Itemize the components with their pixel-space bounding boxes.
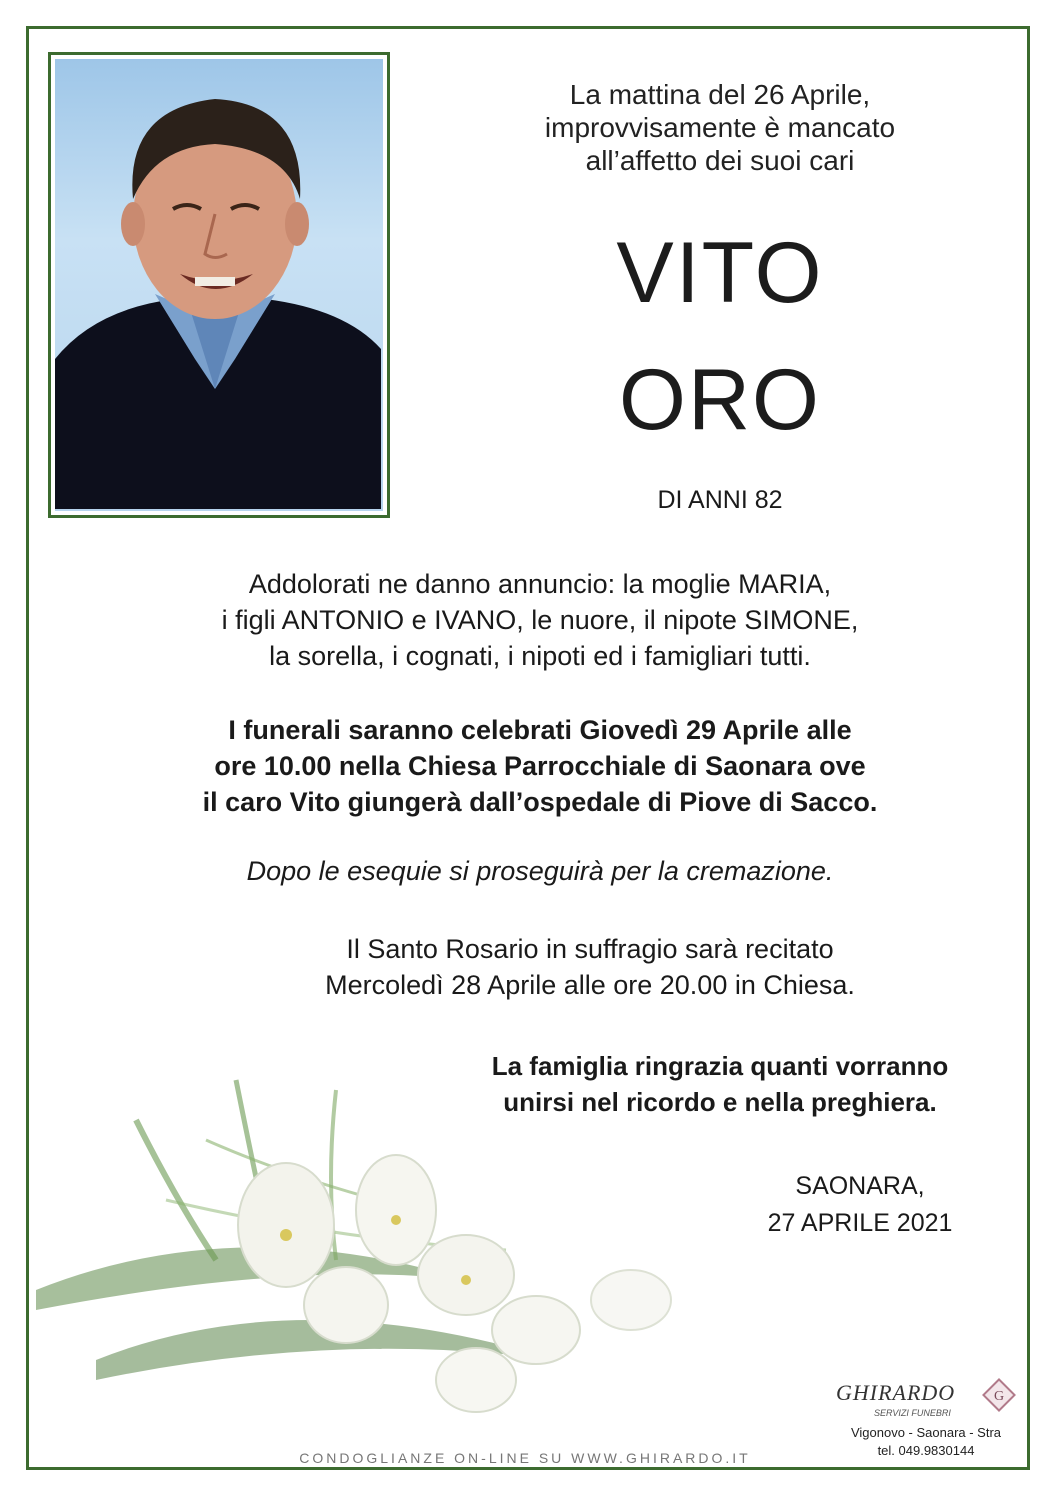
intro-line: improvvisamente è mancato [544,112,896,143]
funeral-line: I funerali saranno celebrati Giovedì 29 Aprile alle [228,715,852,745]
logo-diamond-icon [982,1378,1016,1412]
logo-name: GHIRARDO [836,1380,956,1405]
announcement-line: Addolorati ne danno annuncio: la moglie MARIA, [248,569,832,599]
place-city: SAONARA, [795,1172,925,1200]
announcement [140,566,940,674]
portrait-photo [55,59,383,511]
rosary-line: Mercoledì 28 Aprile alle ore 20.00 in Chiesa. [325,970,855,1000]
rosary-line: Il Santo Rosario in suffragio sarà recitato [346,934,834,964]
place-date-value: 27 APRILE 2021 [767,1209,953,1237]
funeral-info [120,712,960,820]
funeral-line: ore 10.00 nella Chiesa Parrocchiale di Saonara ove [214,751,866,781]
intro-line: all’affetto dei suoi cari [585,145,855,176]
logo-subtitle: SERVIZI FUNEBRI [874,1408,951,1418]
intro-text [480,78,960,177]
logo-address: Vigonovo - Saonara - Stra [850,1425,1002,1440]
funeral-home-logo [836,1378,1016,1468]
last-name: ORO [619,352,821,448]
condolences-website: CONDOGLIANZE ON-LINE SU WWW.GHIRARDO.IT [299,1450,751,1466]
thanks-line: La famiglia ringrazia quanti vorranno [491,1051,949,1081]
calla-lily-bouquet [36,1060,796,1440]
announcement-line: i figli ANTONIO e IVANO, le nuore, il nipote SIMONE, [221,605,859,635]
intro-line: La mattina del 26 Aprile, [569,79,871,110]
logo-address-block [836,1424,1016,1460]
rosary-info [280,931,900,1003]
logo-phone: tel. 049.9830144 [877,1443,975,1458]
portrait-frame [48,52,390,518]
age-text: DI ANNI 82 [657,486,783,514]
announcement-line: la sorella, i cognati, i nipoti ed i famigliari tutti. [269,641,811,671]
thanks-line: unirsi nel ricordo e nella preghiera. [503,1087,937,1117]
funeral-line: il caro Vito giungerà dall’ospedale di Piove di Sacco. [202,787,878,817]
logo-mark-letter: G [993,1389,1005,1404]
first-name: VITO [616,225,824,321]
cremation-note: Dopo le esequie si proseguirà per la cremazione. [246,856,834,886]
